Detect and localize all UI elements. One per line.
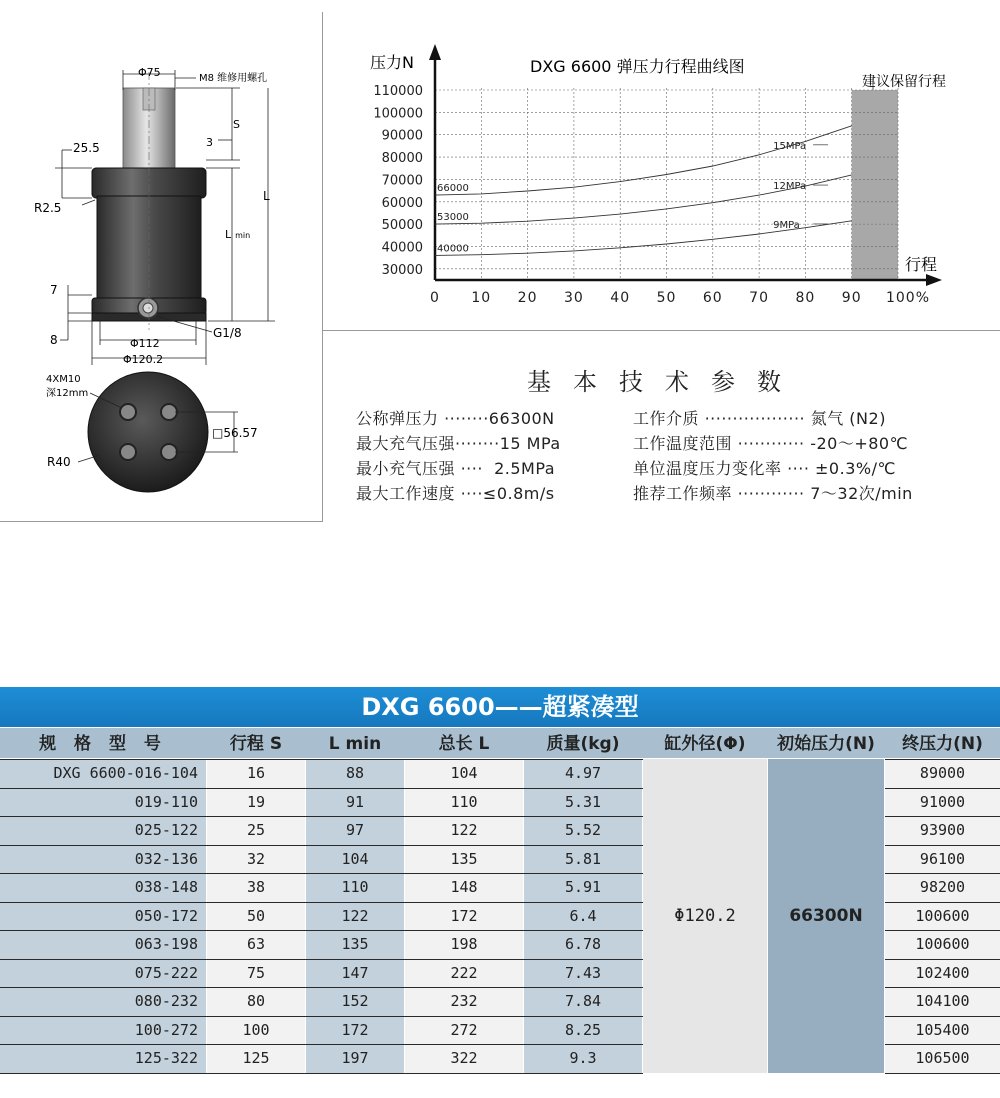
table-cell-mass: 5.31	[564, 792, 602, 811]
table-cell-l: 198	[450, 935, 478, 953]
table-cell-l: 272	[450, 1020, 478, 1039]
table-cell-l: 232	[450, 992, 478, 1010]
x-tick-label: 40	[610, 290, 631, 306]
table-cell-mass: 4.97	[564, 764, 602, 782]
y-tick-label: 90000	[381, 128, 423, 144]
reserve-stroke-area	[852, 90, 898, 280]
y-tick-label: 80000	[381, 151, 423, 167]
table-header-cell: 终压力(N)	[902, 734, 983, 754]
table-cell-lmin: 91	[345, 792, 365, 811]
table-cell-model: 025-122	[134, 821, 198, 839]
table-cell-model: 038-148	[134, 878, 198, 896]
table-cell-l: 322	[450, 1049, 478, 1067]
table-cell-lmin: 104	[341, 849, 369, 868]
chart-title: DXG 6600 弹压力行程曲线图	[530, 57, 745, 76]
param-medium: 工作介质 ·················· 氮气 (N2)	[633, 409, 886, 428]
table-cell-final: 98200	[919, 878, 966, 896]
x-axis-arrow	[926, 274, 942, 286]
table-cell-final: 91000	[919, 792, 966, 811]
table-header-cell: 质量(kg)	[546, 734, 620, 754]
series-label-15MPa: 15MPa	[773, 140, 807, 152]
table-header-cell: 规 格 型 号	[39, 734, 167, 754]
cylinder-drawing	[0, 0, 322, 520]
table-cell-l: 122	[450, 821, 478, 839]
bolt-hole	[161, 444, 177, 460]
table-cell-l: 110	[450, 792, 478, 811]
table-cell-mass: 5.52	[564, 821, 602, 839]
bottom-view-disk	[88, 372, 208, 492]
series-start-label: 40000	[437, 243, 469, 255]
y-axis-arrow	[429, 44, 441, 60]
table-cell-lmin: 122	[341, 906, 369, 925]
y-tick-label: 40000	[381, 240, 423, 256]
bolt-hole	[120, 444, 136, 460]
params-title: 基本技术参数	[527, 368, 803, 396]
merged-diameter-cell: Φ120.2	[674, 905, 736, 926]
table-cell-model: 019-110	[134, 792, 198, 811]
table-cell-model: 100-272	[134, 1020, 198, 1039]
chart-ylabel: 压力N	[370, 53, 414, 72]
table-cell-mass: 7.43	[564, 963, 602, 982]
dim-depth: 深12mm	[46, 388, 89, 399]
table-cell-final: 102400	[915, 963, 970, 982]
table-cell-final: 96100	[919, 849, 966, 868]
table-cell-final: 105400	[915, 1020, 970, 1039]
table-cell-model: 032-136	[134, 849, 198, 868]
table-cell-l: 135	[450, 849, 478, 868]
table-cell-lmin: 97	[345, 821, 365, 839]
table-cell-model: 075-222	[134, 963, 198, 982]
bolt-hole	[161, 404, 177, 420]
table-row-separator	[885, 1073, 1000, 1074]
reserve-label: 建议保留行程	[862, 74, 946, 90]
y-tick-label: 70000	[381, 173, 423, 189]
x-tick-label: 80	[795, 290, 816, 306]
dim-holes: 4XM10	[46, 374, 81, 385]
param-temp-coef: 单位温度压力变化率 ···· ±0.3%/℃	[633, 459, 896, 478]
table-cell-s: 38	[246, 878, 266, 896]
table-cell-lmin: 135	[341, 935, 369, 953]
table-row-separator	[0, 1073, 643, 1074]
table-cell-s: 32	[246, 849, 266, 868]
merged-pressure-cell: 66300N	[789, 905, 863, 926]
table-cell-mass: 5.81	[564, 849, 602, 868]
table-header-cell: 初始压力(N)	[777, 734, 875, 754]
x-tick-label: 20	[517, 290, 538, 306]
dim-8: 8	[50, 333, 58, 347]
table-cell-model: DXG 6600-016-104	[53, 764, 198, 782]
table-cell-lmin: 88	[345, 764, 365, 782]
param-frequency: 推荐工作频率 ············ 7～32次/min	[633, 484, 913, 503]
x-tick-label: 60	[702, 290, 723, 306]
table-cell-l: 222	[450, 963, 478, 982]
table-cell-final: 100600	[915, 906, 970, 925]
vertical-divider	[322, 12, 323, 522]
param-max-speed: 最大工作速度 ····≤0.8m/s	[356, 484, 555, 503]
table-cell-model: 125-322	[134, 1049, 198, 1067]
param-max-pressure: 最大充气压强········15 MPa	[356, 434, 561, 453]
x-tick-label: 10	[471, 290, 492, 306]
table-cell-lmin: 152	[341, 992, 369, 1010]
dim-7: 7	[50, 283, 58, 297]
dim-lmin: L min	[225, 228, 251, 241]
table-cell-l: 104	[450, 764, 478, 782]
table-cell-mass: 6.4	[569, 906, 597, 925]
table-cell-final: 89000	[919, 764, 966, 782]
table-cell-final: 104100	[915, 992, 970, 1010]
y-tick-label: 110000	[373, 84, 423, 99]
table-cell-final: 106500	[915, 1049, 970, 1067]
table-cell-model: 080-232	[134, 992, 198, 1010]
table-cell-model: 063-198	[134, 935, 198, 953]
table-cell-model: 050-172	[134, 906, 198, 925]
table-cell-lmin: 172	[341, 1020, 369, 1039]
table-cell-s: 63	[246, 935, 266, 953]
series-start-label: 66000	[437, 183, 469, 195]
dim-l: L	[263, 189, 270, 203]
pressure-stroke-chart	[330, 30, 970, 315]
table-cell-final: 100600	[915, 935, 970, 953]
table-header-cell: 行程 S	[229, 734, 283, 754]
table-cell-s: 80	[246, 992, 266, 1010]
table-cell-mass: 8.25	[564, 1020, 602, 1039]
dim-square: □56.57	[212, 426, 258, 440]
y-tick-label: 100000	[373, 106, 423, 122]
table-cell-s: 50	[246, 906, 266, 925]
table-cell-mass: 9.3	[569, 1049, 597, 1067]
series-label-9MPa: 9MPa	[773, 219, 800, 231]
y-tick-label: 50000	[381, 218, 423, 234]
table-header-cell: 缸外径(Φ)	[664, 734, 746, 754]
dim-r2-5: R2.5	[34, 201, 62, 215]
x-tick-label: 50	[656, 290, 677, 306]
dim-d120: Φ120.2	[123, 353, 164, 366]
x-tick-label: 30	[563, 290, 584, 306]
table-cell-mass: 6.78	[564, 935, 602, 953]
dim-m8: M8 维修用螺孔	[199, 73, 268, 84]
x-tick-label: 90	[841, 290, 862, 306]
table-cell-lmin: 110	[341, 878, 369, 896]
table-cell-l: 148	[450, 878, 478, 896]
table-cell-s: 19	[246, 792, 266, 811]
table-cell-final: 93900	[919, 821, 966, 839]
bolt-hole	[120, 404, 136, 420]
table-header-cell: L min	[328, 734, 382, 754]
param-temp-range: 工作温度范围 ············ -20～+80℃	[633, 434, 909, 453]
table-cell-s: 125	[242, 1049, 270, 1067]
series-start-label: 53000	[437, 212, 469, 224]
table-cell-s: 16	[246, 764, 266, 782]
dim-d75: Φ75	[138, 66, 161, 79]
table-cell-mass: 5.91	[564, 878, 602, 896]
dim-25-5: 25.5	[73, 141, 100, 155]
dim-d112: Φ112	[130, 337, 160, 350]
bottom-divider	[0, 521, 323, 522]
series-label-12MPa: 12MPa	[773, 181, 807, 193]
table-cell-s: 25	[246, 821, 266, 839]
x-tick-label: 0	[430, 290, 440, 306]
table-cell-lmin: 197	[341, 1049, 369, 1067]
table-cell-lmin: 147	[341, 963, 369, 982]
x-tick-label: 70	[749, 290, 770, 306]
param-min-pressure: 最小充气压强 ···· 2.5MPa	[356, 459, 556, 478]
y-tick-label: 30000	[381, 262, 423, 278]
table-title: DXG 6600——超紧凑型	[0, 687, 1000, 727]
table-cell-s: 100	[242, 1020, 270, 1039]
charge-valve-core	[143, 303, 153, 313]
table-cell-l: 172	[450, 906, 478, 925]
dim-s: S	[233, 118, 240, 131]
table-cell-mass: 7.84	[564, 992, 602, 1010]
table-header-cell: 总长 L	[438, 734, 490, 754]
dim-3: 3	[206, 136, 213, 149]
horizontal-divider	[322, 330, 1000, 331]
chart-xlabel: 行程	[905, 255, 938, 274]
param-nominal-force: 公称弹压力 ········66300N	[356, 409, 555, 428]
x-tick-label: 100%	[885, 290, 931, 306]
dim-r40: R40	[47, 455, 71, 469]
dim-g18: G1/8	[213, 326, 242, 340]
y-tick-label: 60000	[381, 195, 423, 211]
table-cell-s: 75	[246, 963, 266, 982]
